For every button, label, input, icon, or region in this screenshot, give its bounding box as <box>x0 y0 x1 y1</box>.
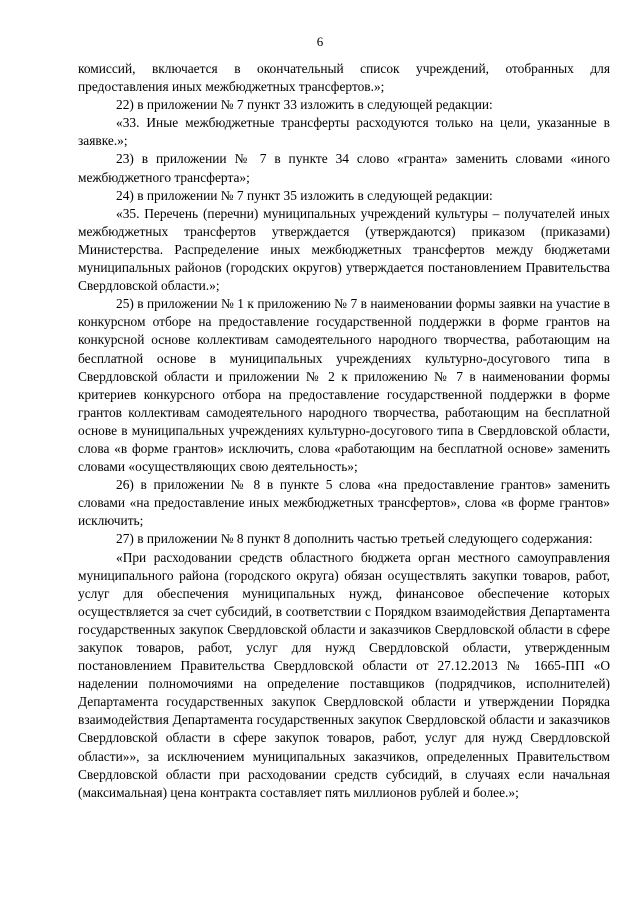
paragraph-item-24: 24) в приложении № 7 пункт 35 изложить в следующей редакции: <box>116 187 493 203</box>
paragraph-item-23: 23) в приложении № 7 в пункте 34 слово «гранта» заменить словами «иного межбюджетного трансферта»; <box>78 151 610 185</box>
paragraph-item-27: 27) в приложении № 8 пункт 8 дополнить частью третьей следующего содержания: <box>116 531 593 547</box>
paragraph-item-22: 22) в приложении № 7 пункт 33 изложить в следующей редакции: <box>116 97 493 113</box>
paragraph-quote-part-three: «При расходовании средств областного бюджета орган местного самоуправления муниципального района (городского округа) обязан осуществлять закупки товаров, работ, услуг для обеспечения муниципальных нужд, финансовое обеспечение которых осуществляется за счет субсидий, в соответствии с Порядком взаимодействия Департамента государственных закупок Свердловской области и заказчиков Свердловской области в сфере закупок товаров, работ, услуг для нужд Свердловской области, утвержденным постановлением Правительства Свердловской области от 27.12.2013 № 1665-ПП «О наделении полномочиями на определение поставщиков (подрядчиков, исполнителей) Департамента государственных закупок Свердловской области и утверждении Порядка взаимодействия Департамента государственных закупок Свердловской области и заказчиков Свердловской области в сфере закупок товаров, работ, услуг для нужд Свердловской области»», за исключением муниципальных заказчиков, определенных Правительством Свердловской области при расходовании средств субсидий, в случаях если начальная (максимальная) цена контракта составляет пять миллионов рублей и более.»; <box>78 549 610 800</box>
paragraph-quote-33: «33. Иные межбюджетные трансферты расходуются только на цели, указанные в заявке.»; <box>78 115 610 149</box>
paragraph-continuation: комиссий, включается в окончательный список учреждений, отобранных для предоставления иных межбюджетных трансфертов.»; <box>78 61 610 95</box>
page-number: 6 <box>316 34 324 49</box>
paragraph-quote-35: «35. Перечень (перечни) муниципальных учреждений культуры – получателей иных межбюджетных трансфертов утверждается (утверждаются) приказом (приказами) Министерства. Распределение иных межбюджетных трансфертов между бюджетами муниципальных районов (городских округов) утверждается постановлением Правительства Свердловской области.»; <box>78 205 610 294</box>
paragraph-item-25: 25) в приложении № 1 к приложению № 7 в наименовании формы заявки на участие в конкурсном отборе на предоставление государственной поддержки в форме грантов на конкурсной основе коллективам самодеятельного народного творчества, работающим на бесплатной основе в муниципальных учреждениях культурно-досугового типа в Свердловской области и приложении № 2 к приложению № 7 в наименовании формы критериев конкурсного отбора на предоставление государственной поддержки в форме грантов коллективам самодеятельного народного творчества, работающим на бесплатной основе в муниципальных учреждениях культурно-досугового типа в Свердловской области, слова «в форме грантов» исключить, слова «работающим на бесплатной основе» заменить словами «осуществляющих свою деятельность»; <box>78 296 610 475</box>
paragraph-item-26: 26) в приложении № 8 в пункте 5 слова «на предоставление грантов» заменить словами «на предоставление иных межбюджетных трансфертов», слова «в форме грантов» исключить; <box>78 477 610 529</box>
document-body <box>78 60 610 802</box>
